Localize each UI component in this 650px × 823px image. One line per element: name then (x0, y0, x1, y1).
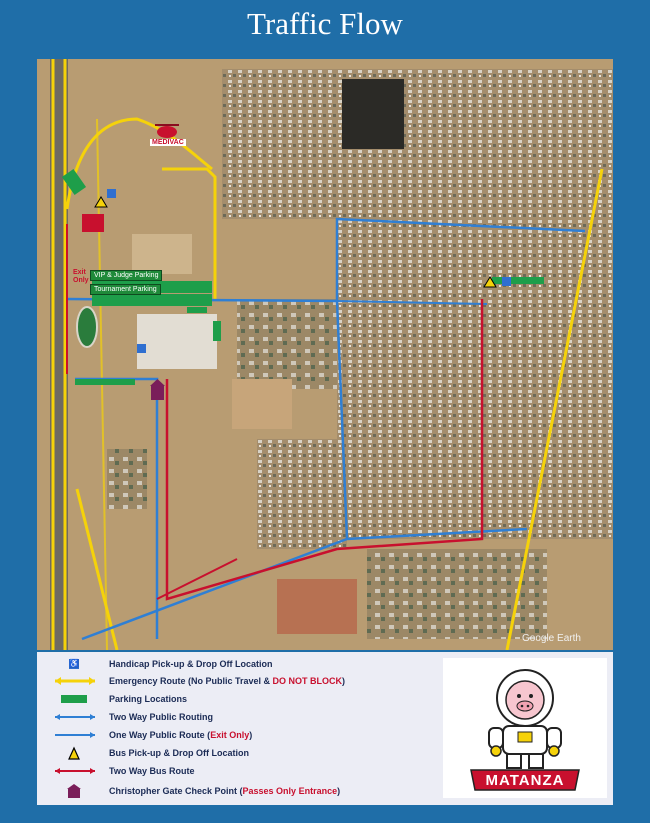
handicap-marker (107, 189, 116, 198)
parking-school (75, 379, 135, 385)
residential-area-south (257, 439, 347, 549)
legend-item-two-way-public: Two Way Public Routing (37, 709, 213, 725)
checkpoint-marker (151, 385, 164, 400)
exit-only-label: Exit Only (73, 269, 89, 284)
checkpoint-house-icon (37, 783, 109, 799)
page-title: Traffic Flow (247, 6, 403, 41)
sports-field (77, 307, 97, 347)
google-earth-label: Google Earth (522, 633, 581, 644)
parking-tournament (92, 294, 212, 306)
map-canvas (37, 59, 613, 650)
satellite-map (37, 59, 613, 650)
emergency-route-arrow-icon (37, 673, 109, 689)
residential-area-east (337, 219, 613, 539)
parking-bar-icon (61, 695, 87, 703)
legend-item-handicap: ♿ Handicap Pick-up & Drop Off Location (69, 659, 273, 669)
bus-stop-triangle-icon (37, 745, 109, 761)
vip-parking-label: VIP & Judge Parking (90, 270, 162, 281)
bus-route-arrow-icon (37, 763, 109, 779)
residential-area-center (237, 299, 337, 389)
residential-area-southeast (367, 549, 547, 639)
logo-title: MATANZA (485, 772, 565, 789)
medivac-label: MEDIVAC (152, 139, 184, 146)
school-buildings (137, 314, 217, 369)
residential-area-north (222, 69, 613, 219)
pond (342, 79, 404, 149)
legend-item-one-way-public: One Way Public Route (Exit Only) (37, 727, 252, 743)
legend-item-checkpoint: Christopher Gate Check Point (Passes Only Entrance) (37, 783, 340, 799)
helicopter-icon (157, 126, 177, 138)
matanza-marker (82, 214, 104, 232)
legend-item-bus-route: Two Way Bus Route (37, 763, 195, 779)
legend (37, 652, 613, 805)
parking-east (492, 277, 544, 284)
legend-item-parking: Parking Locations (37, 691, 187, 707)
matanza-logo (443, 658, 607, 798)
one-way-public-arrow-icon (37, 727, 109, 743)
legend-item-bus-stop: Bus Pick-up & Drop Off Location (37, 745, 249, 761)
tournament-parking-label: Tournament Parking (90, 284, 161, 295)
handicap-icon: ♿ (69, 659, 79, 668)
two-way-public-arrow-icon (37, 709, 109, 725)
legend-item-emergency: Emergency Route (No Public Travel & DO NOT BLOCK) (37, 673, 345, 689)
